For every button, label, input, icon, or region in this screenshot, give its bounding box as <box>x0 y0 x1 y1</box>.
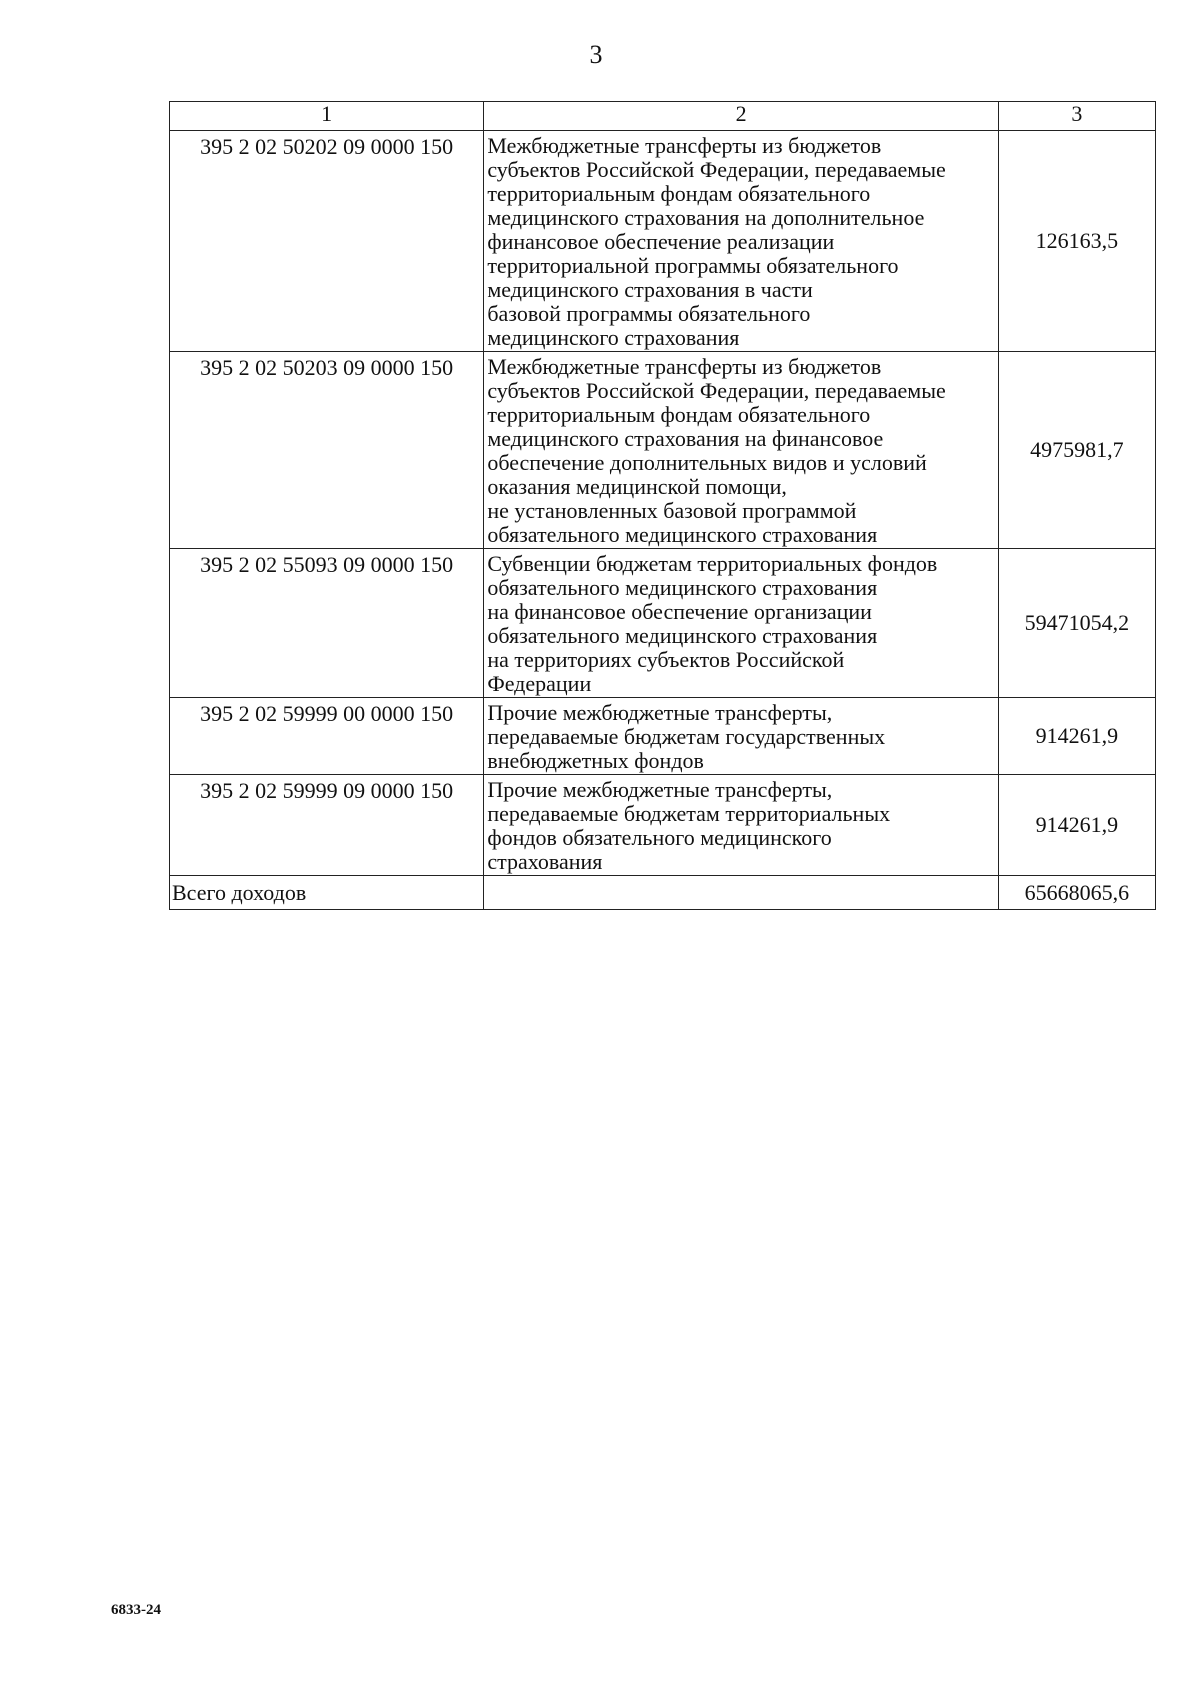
total-row <box>170 876 1156 910</box>
table-row <box>170 549 1156 698</box>
row-description: Прочие межбюджетные трансферты, передаваемые бюджетам территориальных фондов обязательного медицинского страхования <box>484 775 999 876</box>
table-header-row <box>170 102 1156 131</box>
total-amount: 65668065,6 <box>998 876 1155 910</box>
row-amount: 914261,9 <box>998 775 1155 876</box>
table-row <box>170 352 1156 549</box>
document-number: 6833-24 <box>111 1602 161 1618</box>
budget-code: 395 2 02 59999 00 0000 150 <box>170 698 484 775</box>
row-amount: 4975981,7 <box>998 352 1155 549</box>
column-header-1: 1 <box>170 102 484 131</box>
budget-code: 395 2 02 50202 09 0000 150 <box>170 131 484 352</box>
row-amount: 59471054,2 <box>998 549 1155 698</box>
row-description: Прочие межбюджетные трансферты, передаваемые бюджетам государственных внебюджетных фондов <box>484 698 999 775</box>
row-description: Межбюджетные трансферты из бюджетов субъектов Российской Федерации, передаваемые территориальным фондам обязательного медицинского страхования на дополнительное финансовое обеспечение реализации территориальной программы обязательного медицинского страхования в части базовой программы обязательного медицинского страхования <box>484 131 999 352</box>
row-amount: 914261,9 <box>998 698 1155 775</box>
row-amount: 126163,5 <box>998 131 1155 352</box>
row-description: Субвенции бюджетам территориальных фондов обязательного медицинского страхования на финансовое обеспечение организации обязательного медицинского страхования на территориях субъектов Российской Федерации <box>484 549 999 698</box>
page-number: 3 <box>589 40 603 69</box>
total-label: Всего доходов <box>170 876 484 910</box>
budget-code: 395 2 02 50203 09 0000 150 <box>170 352 484 549</box>
row-description: Межбюджетные трансферты из бюджетов субъектов Российской Федерации, передаваемые территориальным фондам обязательного медицинского страхования на финансовое обеспечение дополнительных видов и условий оказания медицинской помощи, не установленных базовой программой обязательного медицинского страхования <box>484 352 999 549</box>
table-row <box>170 775 1156 876</box>
table-row <box>170 698 1156 775</box>
revenue-table <box>169 101 1156 910</box>
budget-code: 395 2 02 59999 09 0000 150 <box>170 775 484 876</box>
budget-code: 395 2 02 55093 09 0000 150 <box>170 549 484 698</box>
column-header-3: 3 <box>998 102 1155 131</box>
total-description <box>484 876 999 910</box>
table-row <box>170 131 1156 352</box>
column-header-2: 2 <box>484 102 999 131</box>
